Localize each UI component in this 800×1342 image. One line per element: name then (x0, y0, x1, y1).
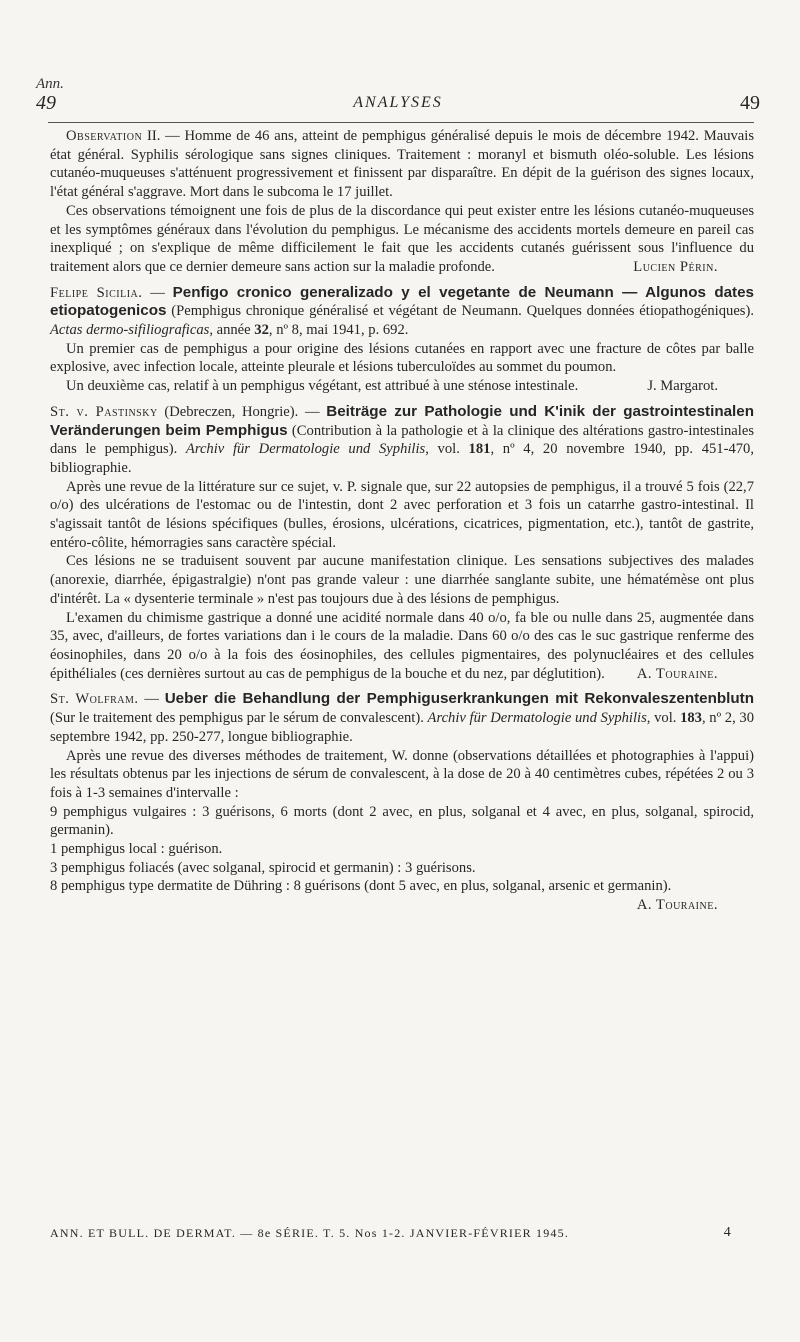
running-head (36, 92, 760, 118)
entry-paragraph: Après une revue des diverses méthodes de traitement, W. donne (observations détaillées et photographies à l'appui) les résultats obtenus par les injections de sérum de convalescent, à la dose de 20 à 40 centimètres cubes, répétées 2 ou 3 fois à 1-3 semaines d'intervalle : (50, 747, 754, 801)
entry-text: Un deuxième cas, relatif à un pemphigus végétant, est attribué à une sténose intestinale. (66, 378, 579, 395)
handwritten-page-number: 49 (36, 92, 56, 114)
article-title: Ueber die Behandlung der Pemphiguserkrankungen mit Rekonvaleszentenblutn (164, 690, 755, 708)
signature: Lucien Périn. (633, 258, 718, 275)
entry-heading (50, 403, 754, 478)
review-entry (50, 284, 754, 396)
entry-paragraph: Ces lésions ne se traduisent souvent par aucune manifestation clinique. Les sensations subjectives des malades (anorexie, diarrhée, épigastralgie) n'ont pas grande valeur : une diarrhée sanglante subite, une hématémèse ont plus d'intérêt. La « dysenterie terminale » n'est pas toujours due à des lésions de pemphigus. (50, 553, 754, 607)
separator: — (138, 691, 165, 708)
entry-text: L'examen du chimisme gastrique a donné une acidité normale dans 40 o/o, fa ble ou nulle dans 25, augmentée dans 35, avec, d'ailleurs, de fortes variations dan i le cours de la maladie. Dans 60 o/o des cas le suc gastrique renferme des éosinophiles, dans 20 o/o à la fois des éosinophiles, des cellules pigmentaires, des polynucléaires et des cellules épithéliales (ces dernières surtout au cas de pemphigus de la bouche et du nez, par déglutition). (50, 609, 754, 682)
conclusion-text: Ces observations témoignent une fois de plus de la discordance qui peut exister entre les lésions cutanéo-muqueuses et les symptômes généraux dans l'évolution du pemphigus. Le mécanisme des accidents mortels demeure en pareil cas inexpliqué ; on s'explique de même difficilement le fait que les accidents cutanés guérissent sous l'influence du traitement alors que ce dernier demeure sans action sur la maladie profonde. (50, 202, 754, 275)
volume-number: 183 (680, 710, 702, 727)
separator: — (142, 284, 173, 301)
footer-text: ANN. ET BULL. DE DERMAT. — 8e SÉRIE. T. 5. Nos 1-2. JANVIER-FÉVRIER 1945. (50, 1226, 570, 1240)
footer-page-number: 4 (723, 1225, 732, 1240)
page-number: 49 (740, 92, 760, 114)
reference-part: , vol. (425, 441, 469, 458)
reference-part: , nº 8, mai 1941, p. 692. (268, 322, 409, 339)
journal-name: Archiv für Dermatologie und Syphilis (427, 710, 647, 727)
reference-part: , vol. (646, 710, 681, 727)
page-footer (50, 1226, 754, 1241)
list-item: 3 pemphigus foliacés (avec solganal, spirocid et germanin) : 3 guérisons. (50, 859, 476, 876)
reference-part: , nº 4, 20 novembre 1940, pp. 451-470, bibliographie. (50, 441, 754, 476)
review-entry (50, 690, 755, 914)
review-entry (50, 403, 754, 684)
list-item: 1 pemphigus local : guérison. (50, 841, 223, 858)
entry-paragraph (50, 377, 754, 396)
article-title: Penfigo cronico generalizado y el vegetante de Neumann — Algunos dates etiopatogenicos (50, 283, 754, 320)
entry-heading (50, 690, 754, 746)
reference-part: , nº 2, 30 septembre 1942, pp. 250-277, longue bibliographie. (50, 710, 754, 745)
article-title: Beiträge zur Pathologie und K'inik der gastrointestinalen Veränderungen beim Pemphigus (50, 402, 754, 439)
journal-name: Actas dermo-sifiliograficas (50, 322, 210, 339)
title-translation: (Contribution à la pathologie et à la clinique des altérations gastro-intestinales dans le pemphigus). (50, 422, 754, 458)
author-name: Felipe Sicilia. (50, 284, 143, 301)
entry-paragraph: Un premier cas de pemphigus a pour origine des lésions cutanées en rapport avec une fracture de côtes par balle explosive, avec infection locale, atteinte pleurale et lésions tuberculoïdes au sommet du poumon. (50, 340, 754, 376)
entry-text: 8 pemphigus type dermatite de Dühring : 8 guérisons (dont 5 avec, en plus, solganal, arsenic et germanin). (50, 878, 672, 895)
author-affiliation: (Debreczen, Hongrie). — (157, 403, 327, 420)
observation-text: II. — Homme de 46 ans, atteint de pemphigus généralisé depuis le mois de décembre 1942. Mauvais état général. Syphilis sérologique sans signes cliniques. Traitement : moranyl et bismuth oléo-soluble. Les lésions cutanéo-muqueuses s'atténuent progressivement et finissent par disparaître. En dépit de la guérison des signes locaux, l'état général s'aggrave. Mort dans le subcoma le 17 juillet. (50, 128, 754, 201)
signature: A. Touraine. (636, 665, 718, 682)
list-item (50, 877, 754, 914)
signature: J. Margarot. (647, 378, 718, 395)
entry-paragraph (50, 609, 754, 684)
header-rule (48, 122, 754, 123)
list-item: 9 pemphigus vulgaires : 3 guérisons, 6 morts (dont 2 avec, en plus, solganal et 4 avec, en plus, solganal, spirocid, germanin). (50, 803, 754, 839)
handwritten-note-line: Ann. (36, 76, 64, 92)
reference-part: , année (209, 322, 255, 339)
signature: A. Touraine. (636, 897, 718, 914)
entry-heading (50, 284, 754, 340)
handwritten-note (36, 76, 64, 92)
volume-number: 32 (254, 322, 269, 339)
running-title: ANALYSES (353, 94, 443, 111)
observation-label: Observation (66, 128, 143, 144)
title-translation: (Sur le traitement des pemphigus par le sérum de convalescent). (50, 710, 428, 727)
author-name: St. Wolfram. (50, 691, 139, 708)
journal-name: Archiv für Dermatologie und Syphilis (185, 441, 426, 458)
observation-paragraph (50, 127, 754, 202)
article-body (50, 127, 754, 915)
entry-paragraph: Après une revue de la littérature sur ce sujet, v. P. signale que, sur 22 autopsies de pemphigus, il a trouvé 5 fois (22,7 o/o) des ulcérations de l'estomac ou de l'intestin, dont 2 avec perforation et 3 fois un catarrhe gastro-intestinal. Il s'agissait tantôt de lésions spécifiques (bulles, érosions, ulcérations, cicatrices, pigmentation, etc.), tantôt de gastrite, entéro-côlite, hémorragies sans caractère spécial. (50, 478, 754, 551)
volume-number: 181 (468, 441, 491, 458)
conclusion-paragraph (50, 202, 754, 277)
author-name: St. v. Pastinsky (50, 403, 158, 420)
title-translation: (Pemphigus chronique généralisé et végétant de Neumann. Quelques données étiopathogéniques). (166, 303, 754, 320)
results-list (50, 803, 754, 914)
